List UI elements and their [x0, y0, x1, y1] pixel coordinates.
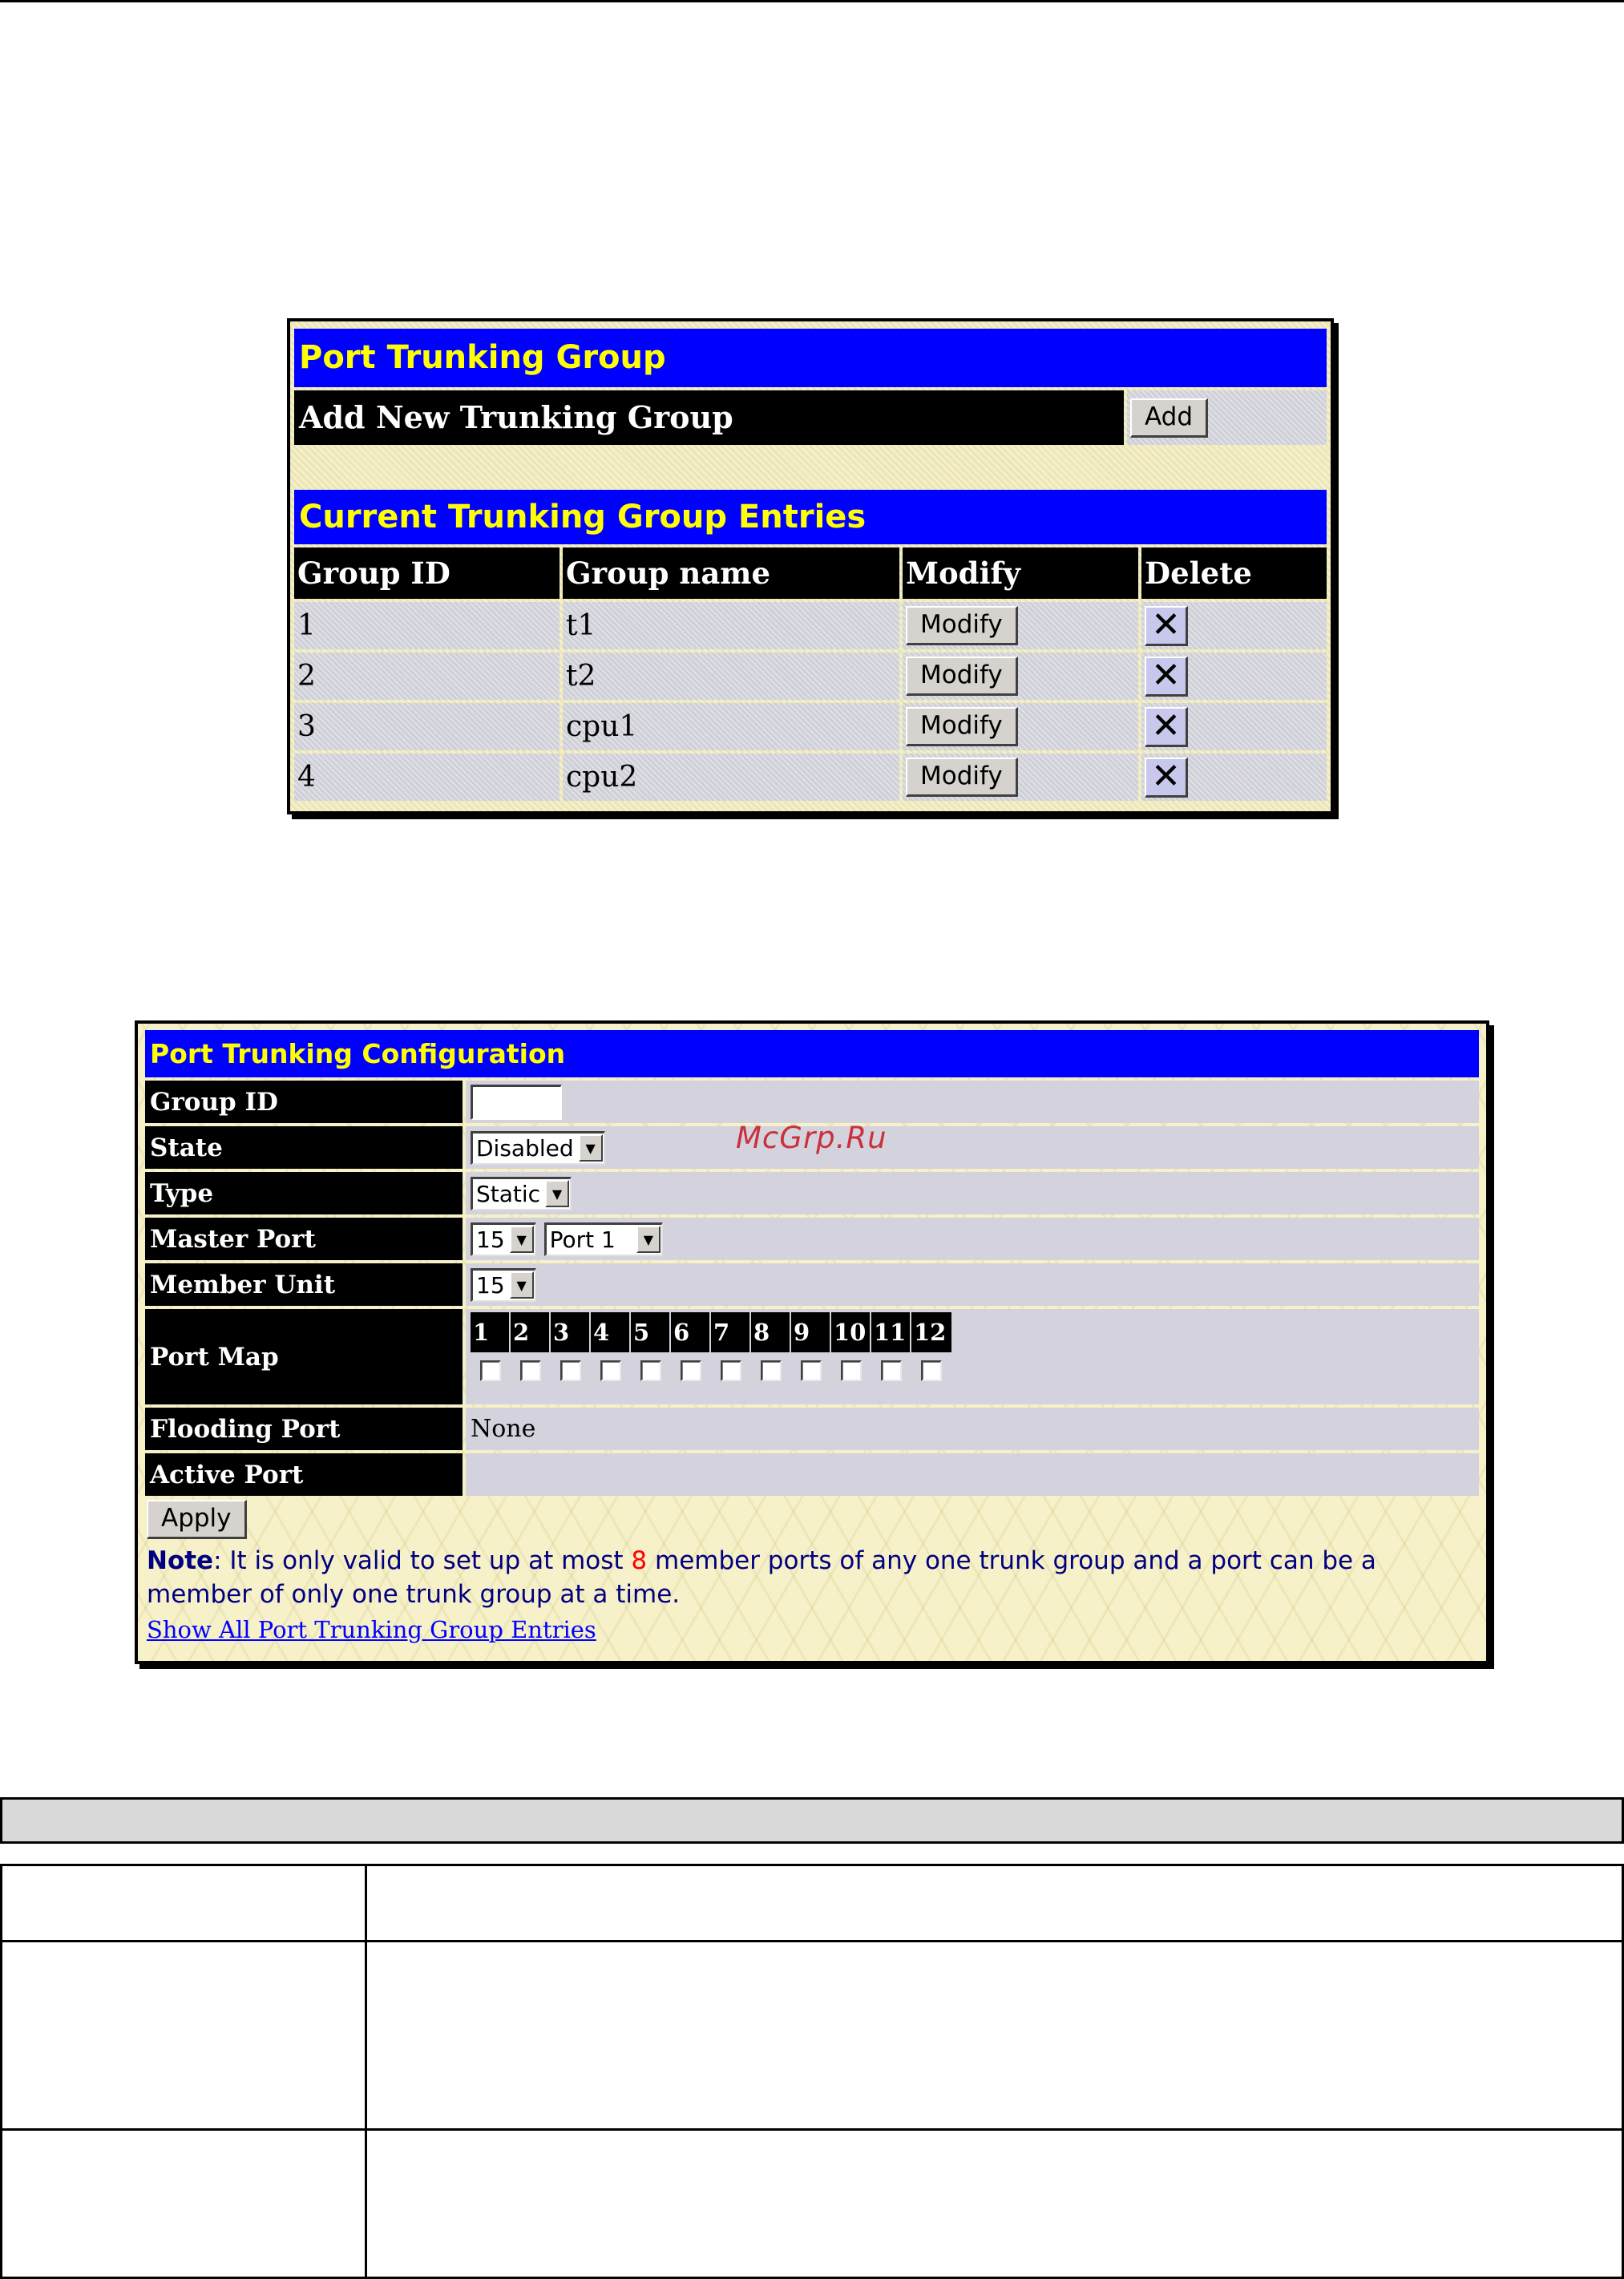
close-x-icon: ✕ — [1151, 705, 1181, 746]
chevron-down-icon: ▼ — [545, 1180, 569, 1207]
flooding-port-value: None — [466, 1408, 1479, 1450]
panel-title: Port Trunking Configuration — [145, 1030, 1479, 1077]
port-checkbox[interactable] — [841, 1360, 862, 1381]
col-modify: Modify — [903, 548, 1138, 599]
state-label: State — [145, 1126, 463, 1169]
note-label: Note — [147, 1546, 214, 1575]
group-id-cell: 2 — [294, 653, 560, 700]
delete-cell — [1141, 703, 1327, 750]
port-number: 4 — [591, 1312, 631, 1352]
member-unit-value-cell — [466, 1263, 1479, 1306]
doc-table-row — [2, 1865, 1623, 1942]
port-map-label: Port Map — [145, 1309, 463, 1404]
delete-button[interactable] — [1145, 758, 1188, 798]
col-group-name: Group name — [563, 548, 899, 599]
group-name-cell: t1 — [563, 602, 899, 649]
active-port-row — [145, 1453, 1479, 1496]
doc-parameter-table — [0, 1864, 1624, 2279]
delete-button[interactable] — [1145, 707, 1188, 747]
state-select[interactable] — [471, 1131, 605, 1165]
master-port-value-cell — [466, 1218, 1479, 1260]
port-checkbox[interactable] — [520, 1360, 541, 1381]
port-trunking-configuration-panel — [135, 1020, 1489, 1664]
modify-cell — [903, 653, 1138, 700]
port-checkboxes — [471, 1360, 951, 1381]
port-number: 2 — [511, 1312, 551, 1352]
group-name-cell: t2 — [563, 653, 899, 700]
port-map-value-cell — [466, 1309, 1479, 1404]
doc-cell — [2, 1942, 366, 2130]
table-row — [294, 754, 1327, 801]
close-x-icon: ✕ — [1151, 604, 1181, 645]
note-text-after: member ports of any one trunk group and a port can be a member of only one trunk group at a time. — [147, 1546, 1376, 1609]
delete-button[interactable] — [1145, 657, 1188, 697]
port-number: 1 — [471, 1312, 511, 1352]
close-x-icon: ✕ — [1151, 756, 1181, 797]
delete-cell — [1141, 754, 1327, 801]
active-port-label: Active Port — [145, 1453, 463, 1496]
spacer — [294, 445, 1327, 490]
modify-button[interactable]: Modify — [906, 758, 1018, 797]
port-number-header — [471, 1312, 951, 1352]
show-all-entries-link[interactable]: Show All Port Trunking Group Entries — [147, 1616, 596, 1643]
group-id-cell: 4 — [294, 754, 560, 801]
group-name-cell: cpu2 — [563, 754, 899, 801]
doc-cell — [366, 1942, 1623, 2130]
port-map-row — [145, 1309, 1479, 1404]
port-checkbox[interactable] — [600, 1360, 621, 1381]
port-number: 8 — [751, 1312, 791, 1352]
table-row — [294, 602, 1327, 649]
modify-cell — [903, 754, 1138, 801]
flooding-port-row — [145, 1408, 1479, 1450]
group-id-cell: 3 — [294, 703, 560, 750]
doc-table-row — [2, 2130, 1623, 2278]
port-checkbox[interactable] — [761, 1360, 782, 1381]
port-number: 9 — [791, 1312, 831, 1352]
note-number: 8 — [631, 1546, 648, 1575]
port-number: 7 — [711, 1312, 751, 1352]
member-unit-selected-value: 15 — [476, 1271, 505, 1299]
port-number: 11 — [871, 1312, 911, 1352]
port-number: 6 — [671, 1312, 711, 1352]
port-checkbox[interactable] — [921, 1360, 942, 1381]
member-unit-select[interactable] — [471, 1268, 536, 1302]
top-rule — [0, 0, 1624, 2]
port-checkbox[interactable] — [721, 1360, 741, 1381]
group-name-cell: cpu1 — [563, 703, 899, 750]
watermark: McGrp.Ru — [736, 1121, 887, 1155]
entries-table — [291, 544, 1330, 804]
flooding-port-label: Flooding Port — [145, 1408, 463, 1450]
group-id-cell: 1 — [294, 602, 560, 649]
member-unit-label: Member Unit — [145, 1263, 463, 1306]
col-group-id: Group ID — [294, 548, 560, 599]
doc-cell — [366, 1865, 1623, 1942]
port-number: 10 — [831, 1312, 871, 1352]
type-selected-value: Static — [476, 1180, 541, 1207]
add-group-cell — [1127, 390, 1327, 445]
type-value-cell — [466, 1172, 1479, 1214]
table-row — [294, 703, 1327, 750]
doc-cell — [2, 1865, 366, 1942]
chevron-down-icon: ▼ — [636, 1226, 661, 1253]
active-port-value — [466, 1453, 1479, 1496]
group-id-row — [145, 1081, 1479, 1123]
state-value-cell — [466, 1126, 1479, 1169]
add-group-label: Add New Trunking Group — [294, 390, 1124, 445]
doc-table-header — [0, 1797, 1624, 1844]
note-text — [145, 1544, 1476, 1611]
master-port-label: Master Port — [145, 1218, 463, 1260]
port-trunking-group-panel — [287, 318, 1334, 814]
type-select[interactable] — [471, 1177, 572, 1210]
type-label: Type — [145, 1172, 463, 1214]
group-id-value-cell — [466, 1081, 1479, 1123]
member-unit-row — [145, 1263, 1479, 1306]
chevron-down-icon: ▼ — [510, 1226, 534, 1253]
table-row — [294, 653, 1327, 700]
port-checkbox[interactable] — [640, 1360, 661, 1381]
modify-cell — [903, 602, 1138, 649]
master-port-row — [145, 1218, 1479, 1260]
port-checkbox[interactable] — [560, 1360, 581, 1381]
port-checkbox[interactable] — [801, 1360, 822, 1381]
close-x-icon: ✕ — [1151, 655, 1181, 696]
master-port-select[interactable] — [544, 1222, 663, 1256]
note-text-before: : It is only valid to set up at most — [213, 1546, 632, 1575]
apply-container — [145, 1500, 1479, 1539]
modify-button[interactable]: Modify — [906, 707, 1018, 746]
doc-table-row — [2, 1942, 1623, 2130]
port-number: 3 — [551, 1312, 591, 1352]
col-delete: Delete — [1141, 548, 1327, 599]
port-checkbox[interactable] — [681, 1360, 701, 1381]
port-checkbox[interactable] — [480, 1360, 501, 1381]
type-row — [145, 1172, 1479, 1214]
apply-button[interactable]: Apply — [147, 1500, 247, 1539]
master-port-selected-value: Port 1 — [549, 1226, 616, 1253]
doc-cell — [366, 2130, 1623, 2278]
chevron-down-icon: ▼ — [510, 1271, 534, 1299]
panel-title: Port Trunking Group — [294, 329, 1327, 387]
add-group-row — [294, 390, 1327, 445]
master-unit-select[interactable] — [471, 1222, 536, 1256]
port-number: 5 — [631, 1312, 671, 1352]
add-button[interactable]: Add — [1130, 398, 1208, 438]
port-number: 12 — [914, 1319, 947, 1346]
delete-cell — [1141, 653, 1327, 700]
modify-button[interactable]: Modify — [906, 657, 1018, 696]
state-selected-value: Disabled — [476, 1134, 574, 1162]
port-map — [471, 1312, 951, 1381]
doc-cell — [2, 2130, 366, 2278]
delete-cell — [1141, 602, 1327, 649]
chevron-down-icon: ▼ — [579, 1134, 603, 1162]
entries-title: Current Trunking Group Entries — [294, 490, 1327, 544]
port-checkbox[interactable] — [881, 1360, 902, 1381]
group-id-label: Group ID — [145, 1081, 463, 1123]
master-unit-selected-value: 15 — [476, 1226, 505, 1253]
delete-button[interactable] — [1145, 606, 1188, 646]
group-id-input[interactable] — [471, 1085, 562, 1120]
modify-button[interactable]: Modify — [906, 606, 1018, 645]
modify-cell — [903, 703, 1138, 750]
